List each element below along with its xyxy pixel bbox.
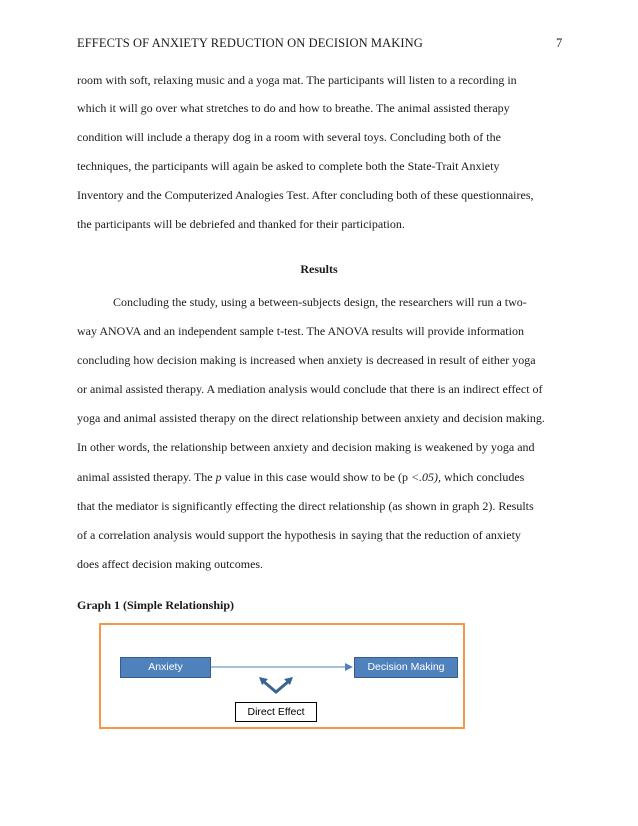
body-line: the participants will be debriefed and thanked for their participation. xyxy=(77,217,405,231)
body-line: In other words, the relationship between anxiety and decision making is weakened by yoga and xyxy=(77,440,535,454)
running-head: EFFECTS OF ANXIETY REDUCTION ON DECISION MAKING xyxy=(77,36,423,50)
body-line: techniques, the participants will again be asked to complete both the State-Trait Anxiety xyxy=(77,159,500,173)
body-line: that the mediator is significantly effecting the direct relationship (as shown in graph 2). Results xyxy=(77,499,534,513)
body-line: condition will include a therapy dog in a room with several toys. Concluding both of the xyxy=(77,130,501,144)
text-span: value in this case would show to be (p xyxy=(221,470,411,484)
graph-title: Graph 1 (Simple Relationship) xyxy=(77,598,235,612)
body-line: way ANOVA and an independent sample t-test. The ANOVA results will provide information xyxy=(77,324,524,338)
anxiety-node: Anxiety xyxy=(120,657,211,678)
body-line xyxy=(77,470,524,485)
body-line: or animal assisted therapy. A mediation analysis would conclude that there is an indirect effect of xyxy=(77,382,543,396)
body-line: does affect decision making outcomes. xyxy=(77,557,264,571)
italic-p: p xyxy=(215,470,222,484)
direct-effect-caret xyxy=(263,681,289,692)
body-line: concluding how decision making is increased when anxiety is decreased in result of either yoga xyxy=(77,353,536,367)
body-line: Inventory and the Computerized Analogies Test. After concluding both of these questionnaires, xyxy=(77,188,534,202)
decision-making-node: Decision Making xyxy=(354,657,458,678)
results-heading: Results xyxy=(300,262,338,276)
text-span: which concludes xyxy=(441,470,525,484)
body-line: yoga and animal assisted therapy on the direct relationship between anxiety and decision making. xyxy=(77,411,545,425)
direct-effect-label: Direct Effect xyxy=(235,702,317,722)
page-number: 7 xyxy=(556,36,563,50)
diagram-frame xyxy=(99,623,465,729)
text-span: animal assisted therapy. The xyxy=(77,470,216,484)
body-line: room with soft, relaxing music and a yoga mat. The participants will listen to a recording in xyxy=(77,73,517,87)
italic-value: <.05), xyxy=(410,470,442,484)
body-line: Concluding the study, using a between-subjects design, the researchers will run a two- xyxy=(113,295,527,309)
body-line: which it will go over what stretches to do and how to breathe. The animal assisted therapy xyxy=(77,101,510,115)
body-line: of a correlation analysis would support the hypothesis in saying that the reduction of anxiety xyxy=(77,528,521,542)
